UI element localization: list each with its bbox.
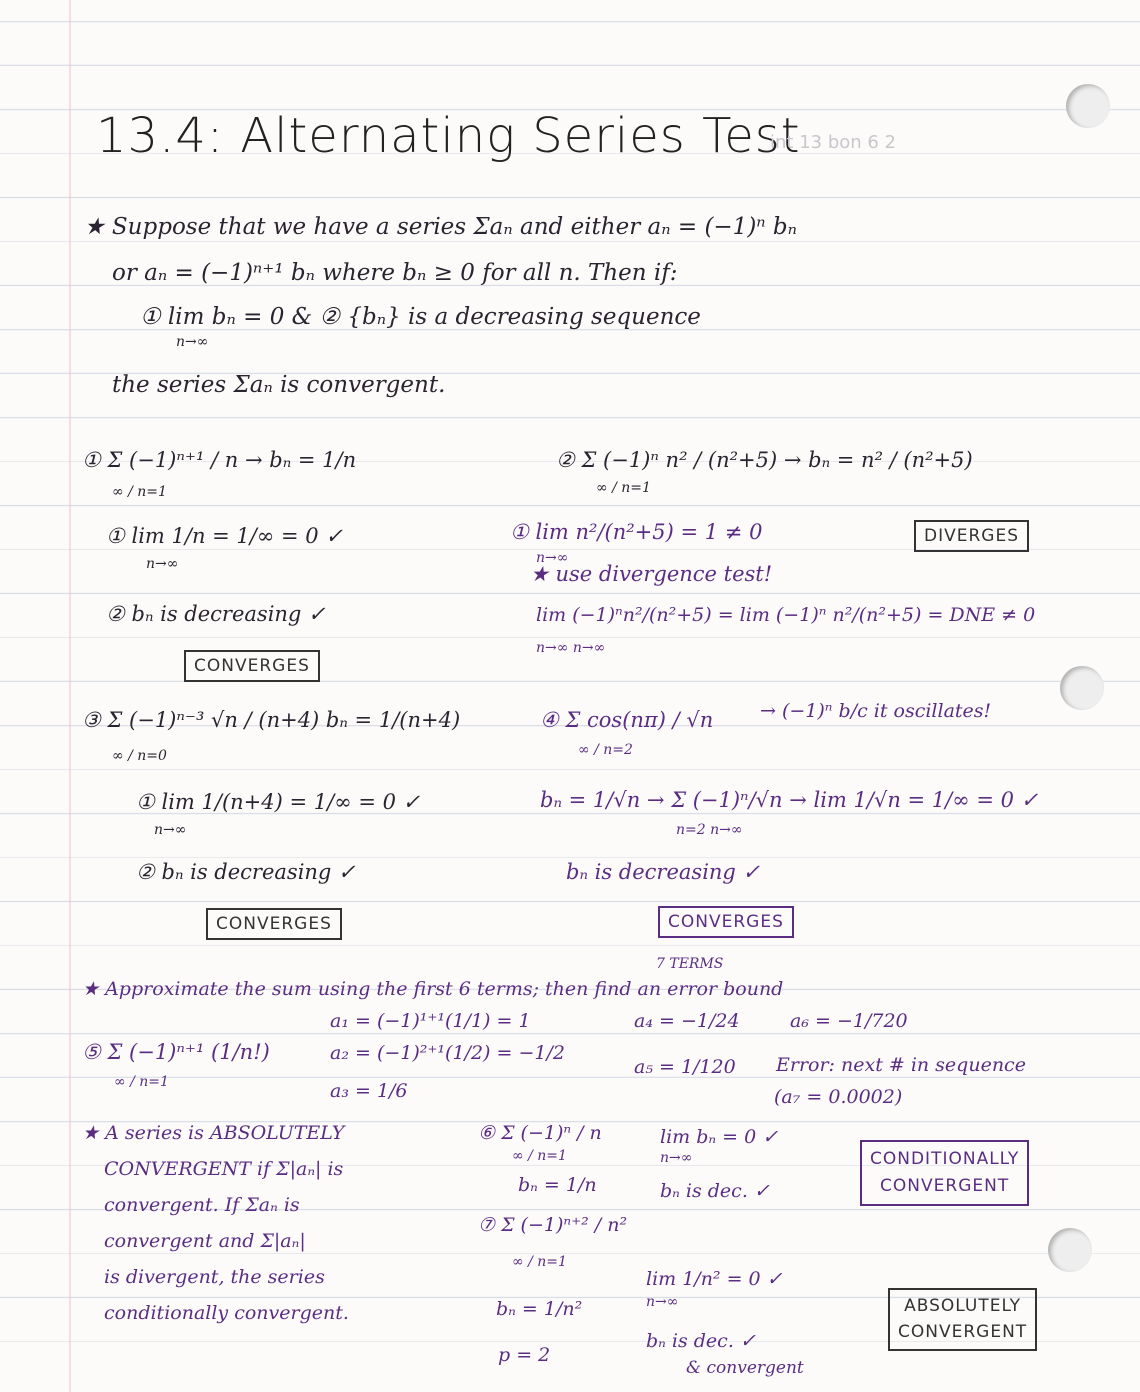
ex6-result-line-1: CONDITIONALLY xyxy=(870,1149,1020,1169)
ex7-bn: bₙ = 1/n² xyxy=(496,1298,583,1320)
binder-hole xyxy=(1048,1228,1092,1272)
ex2-note: ★ use divergence test! xyxy=(530,562,773,586)
ex5-prompt: ★ Approximate the sum using the first 6 terms; then find an error bound xyxy=(82,978,784,1000)
ex5-term-a3: a₃ = 1/6 xyxy=(330,1080,408,1102)
ex5-series: ⑤ Σ (−1)ⁿ⁺¹ (1/n!) xyxy=(82,1040,270,1064)
ex5-correction: 7 TERMS xyxy=(656,956,724,972)
ex1-condition-1: ① lim 1/n = 1/∞ = 0 ✓ xyxy=(106,524,343,548)
ex1-limits: ∞ / n=1 xyxy=(112,484,167,500)
ex7-p-value: p = 2 xyxy=(498,1344,551,1366)
ex5-term-a4: a₄ = −1/24 xyxy=(634,1010,740,1032)
ex5-term-a7: (a₇ = 0.0002) xyxy=(774,1086,903,1108)
ex6-condition-1: lim bₙ = 0 ✓ xyxy=(660,1126,779,1148)
ex7-condition-2: bₙ is dec. ✓ xyxy=(646,1330,756,1352)
ex2-divergence-test: lim (−1)ⁿn²/(n²+5) = lim (−1)ⁿ n²/(n²+5) = DNE ≠ 0 xyxy=(536,604,1036,626)
ex4-condition-2: bₙ is decreasing ✓ xyxy=(566,860,761,884)
ex1-condition-2: ② bₙ is decreasing ✓ xyxy=(106,602,326,626)
ex7-result-line-1: ABSOLUTELY xyxy=(904,1296,1022,1316)
ex1-condition-1-subscript: n→∞ xyxy=(146,556,179,572)
ex6-result-line-2: CONVERGENT xyxy=(880,1176,1010,1197)
ex5-term-a5: a₅ = 1/120 xyxy=(634,1056,736,1078)
ex2-divergence-test-subscript: n→∞ n→∞ xyxy=(536,640,606,656)
ex7-series: ⑦ Σ (−1)ⁿ⁺² / n² xyxy=(478,1214,628,1236)
ex6-series: ⑥ Σ (−1)ⁿ / n xyxy=(478,1122,602,1144)
ex7-result-box xyxy=(888,1288,1037,1351)
intro-line-3: ① lim bₙ = 0 & ② {bₙ} is a decreasing sequence xyxy=(140,304,701,330)
ex3-condition-2: ② bₙ is decreasing ✓ xyxy=(136,860,356,884)
ex3-series: ③ Σ (−1)ⁿ⁻³ √n / (n+4) bₙ = 1/(n+4) xyxy=(82,708,461,732)
ex5-term-a6: a₆ = −1/720 xyxy=(790,1010,908,1032)
intro-line-1: ★ Suppose that we have a series Σaₙ and either aₙ = (−1)ⁿ bₙ xyxy=(84,214,797,240)
ex3-condition-1: ① lim 1/(n+4) = 1/∞ = 0 ✓ xyxy=(136,790,421,814)
ex3-condition-1-subscript: n→∞ xyxy=(154,822,187,838)
ex4-note: → (−1)ⁿ b/c it oscillates! xyxy=(760,700,992,722)
ex7-limits: ∞ / n=1 xyxy=(512,1254,567,1270)
definition-line-5: is divergent, the series xyxy=(104,1266,325,1288)
ex5-error-note: Error: next # in sequence xyxy=(776,1054,1026,1076)
page-title: 13.4: Alternating Series Test xyxy=(96,108,801,164)
definition-line-2: CONVERGENT if Σ|aₙ| is xyxy=(104,1158,344,1180)
definition-line-4: convergent and Σ|aₙ| xyxy=(104,1230,306,1252)
intro-line-4: the series Σaₙ is convergent. xyxy=(112,372,446,398)
ex3-result-box: CONVERGES xyxy=(206,908,342,940)
ex1-series: ① Σ (−1)ⁿ⁺¹ / n → bₙ = 1/n xyxy=(82,448,357,472)
ex6-limits: ∞ / n=1 xyxy=(512,1148,567,1164)
ex4-rewrite-subscript: n=2 n→∞ xyxy=(676,822,743,838)
binder-hole xyxy=(1066,84,1110,128)
ex3-limits: ∞ / n=0 xyxy=(112,748,167,764)
ex4-rewrite: bₙ = 1/√n → Σ (−1)ⁿ/√n → lim 1/√n = 1/∞ = 0 ✓ xyxy=(540,788,1039,812)
ex7-result-line-2: CONVERGENT xyxy=(898,1321,1028,1342)
ex2-condition-1: ① lim n²/(n²+5) = 1 ≠ 0 xyxy=(510,520,763,544)
ex4-series: ④ Σ cos(nπ) / √n xyxy=(540,708,714,732)
intro-line-2: or aₙ = (−1)ⁿ⁺¹ bₙ where bₙ ≥ 0 for all n. Then if: xyxy=(112,260,678,286)
ex2-result-box: DIVERGES xyxy=(914,520,1029,552)
ex7-condition-1-subscript: n→∞ xyxy=(646,1294,679,1310)
definition-line-1: ★ A series is ABSOLUTELY xyxy=(82,1122,345,1144)
intro-line-3-subscript: n→∞ xyxy=(176,334,209,350)
ex4-limits: ∞ / n=2 xyxy=(578,742,633,758)
ex6-condition-1-subscript: n→∞ xyxy=(660,1150,693,1166)
ex5-term-a1: a₁ = (−1)¹⁺¹(1/1) = 1 xyxy=(330,1010,531,1032)
ex6-result-box xyxy=(860,1140,1029,1206)
definition-line-6: conditionally convergent. xyxy=(104,1302,349,1324)
ex1-result-box: CONVERGES xyxy=(184,650,320,682)
ex6-bn: bₙ = 1/n xyxy=(518,1174,597,1196)
ex5-limits: ∞ / n=1 xyxy=(114,1074,169,1090)
ex4-result-box: CONVERGES xyxy=(658,906,794,938)
binder-hole xyxy=(1060,666,1104,710)
definition-line-3: convergent. If Σaₙ is xyxy=(104,1194,300,1216)
ex2-condition-1-subscript: n→∞ xyxy=(536,550,569,566)
faint-show-through: int 13 bon 6 2 xyxy=(770,132,897,153)
ex7-condition-1: lim 1/n² = 0 ✓ xyxy=(646,1268,783,1290)
ex2-limits: ∞ / n=1 xyxy=(596,480,651,496)
ex7-condition-3: & convergent xyxy=(686,1358,804,1378)
ex5-term-a2: a₂ = (−1)²⁺¹(1/2) = −1/2 xyxy=(330,1042,565,1064)
ex6-condition-2: bₙ is dec. ✓ xyxy=(660,1180,770,1202)
ex2-series: ② Σ (−1)ⁿ n² / (n²+5) → bₙ = n² / (n²+5) xyxy=(556,448,973,472)
